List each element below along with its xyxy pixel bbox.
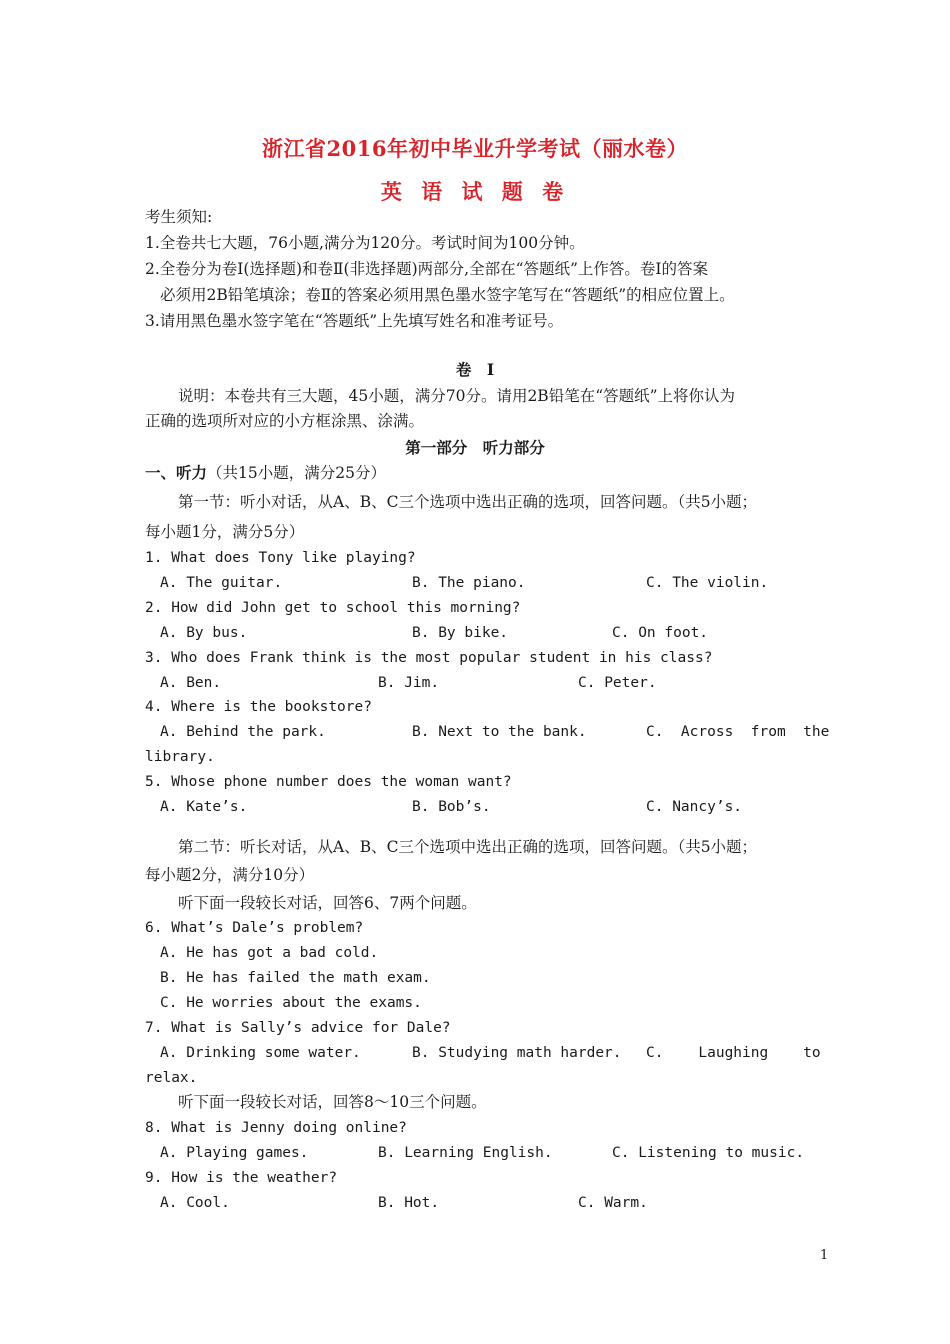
- q3-option-b: B. Jim.: [378, 675, 440, 691]
- q5-option-c: C. Nancy’s.: [646, 799, 743, 815]
- q2-option-b: B. By bike.: [412, 625, 509, 641]
- q3-option-c: C. Peter.: [578, 675, 657, 691]
- q1-option-c: C. The violin.: [646, 575, 769, 591]
- q9-option-a: A. Cool.: [160, 1195, 230, 1211]
- page-number: 1: [820, 1248, 829, 1263]
- q7-stem: 7. What is Sally’s advice for Dale?: [145, 1020, 451, 1036]
- volume-desc-2: 正确的选项所对应的小方框涂黑、涂满。: [145, 412, 425, 430]
- q8-option-b: B. Learning English.: [378, 1145, 553, 1161]
- listen-6-7: 听下面一段较长对话，回答6、7两个问题。: [178, 894, 477, 912]
- part-title: 第一部分 听力部分: [405, 438, 545, 457]
- notice-item-1: 1.全卷共七大题，76小题,满分为120分。考试时间为100分钟。: [145, 234, 585, 252]
- q3-option-a: A. Ben.: [160, 675, 222, 691]
- q8-option-a: A. Playing games.: [160, 1145, 309, 1161]
- q1-stem: 1. What does Tony like playing?: [145, 550, 416, 566]
- q7-option-b: B. Studying math harder.: [412, 1045, 622, 1061]
- listen-8-10: 听下面一段较长对话，回答8～10三个问题。: [178, 1093, 487, 1111]
- q1-option-a: A. The guitar.: [160, 575, 283, 591]
- notice-item-2: 2.全卷分为卷Ⅰ(选择题)和卷Ⅱ(非选择题)两部分,全部在“答题纸”上作答。卷Ⅰ的答案: [145, 260, 709, 278]
- section-title-line: [145, 463, 386, 483]
- volume-title: 卷 Ⅰ: [455, 360, 495, 379]
- exam-title: 浙江省2016年初中毕业升学考试（丽水卷）: [262, 136, 688, 161]
- exam-subtitle: 英 语 试 题 卷: [380, 179, 570, 204]
- q8-option-c: C. Listening to music.: [612, 1145, 805, 1161]
- q9-option-b: B. Hot.: [378, 1195, 440, 1211]
- q1-option-b: B. The piano.: [412, 575, 526, 591]
- q4-option-c-cont: library.: [145, 749, 215, 765]
- q7-option-a: A. Drinking some water.: [160, 1045, 361, 1061]
- q4-option-a: A. Behind the park.: [160, 724, 326, 740]
- q2-option-c: C. On foot.: [612, 625, 709, 641]
- notice-item-3: 3.请用黑色墨水签字笔在“答题纸”上先填写姓名和准考证号。: [145, 312, 564, 330]
- q2-option-a: A. By bus.: [160, 625, 248, 641]
- q4-option-b: B. Next to the bank.: [412, 724, 587, 740]
- sec1-line-2: 每小题1分，满分5分）: [145, 523, 305, 541]
- q7-option-c: C. Laughing to: [646, 1045, 821, 1061]
- q2-stem: 2. How did John get to school this morning?: [145, 600, 521, 616]
- notice-item-2-cont: 必须用2B铅笔填涂；卷Ⅱ的答案必须用黑色墨水签字笔写在“答题纸”的相应位置上。: [160, 286, 735, 304]
- q8-stem: 8. What is Jenny doing online?: [145, 1120, 407, 1136]
- sec1-line-1: 第一节：听小对话，从A、B、C三个选项中选出正确的选项，回答问题。（共5小题；: [178, 493, 758, 511]
- q5-option-a: A. Kate’s.: [160, 799, 248, 815]
- q4-stem: 4. Where is the bookstore?: [145, 699, 372, 715]
- q5-option-b: B. Bob’s.: [412, 799, 491, 815]
- volume-desc-1: 说明：本卷共有三大题，45小题，满分70分。请用2B铅笔在“答题纸”上将你认为: [178, 387, 736, 405]
- section-title: 一、听力: [145, 463, 208, 482]
- q9-stem: 9. How is the weather?: [145, 1170, 338, 1186]
- q6-option-b: B. He has failed the math exam.: [160, 970, 431, 986]
- q6-option-c: C. He worries about the exams.: [160, 995, 422, 1011]
- section-note: （共15小题，满分25分）: [207, 464, 386, 482]
- q5-stem: 5. Whose phone number does the woman want?: [145, 774, 512, 790]
- notice-heading: 考生须知:: [145, 208, 213, 226]
- q3-stem: 3. Who does Frank think is the most popular student in his class?: [145, 650, 713, 666]
- q4-option-c: C. Across from the: [646, 724, 830, 740]
- q6-option-a: A. He has got a bad cold.: [160, 945, 379, 961]
- q9-option-c: C. Warm.: [578, 1195, 648, 1211]
- q6-stem: 6. What’s Dale’s problem?: [145, 920, 364, 936]
- q7-option-c-cont: relax.: [145, 1070, 198, 1086]
- sec2-line-2: 每小题2分，满分10分）: [145, 866, 315, 884]
- sec2-line-1: 第二节：听长对话，从A、B、C三个选项中选出正确的选项，回答问题。（共5小题；: [178, 838, 758, 856]
